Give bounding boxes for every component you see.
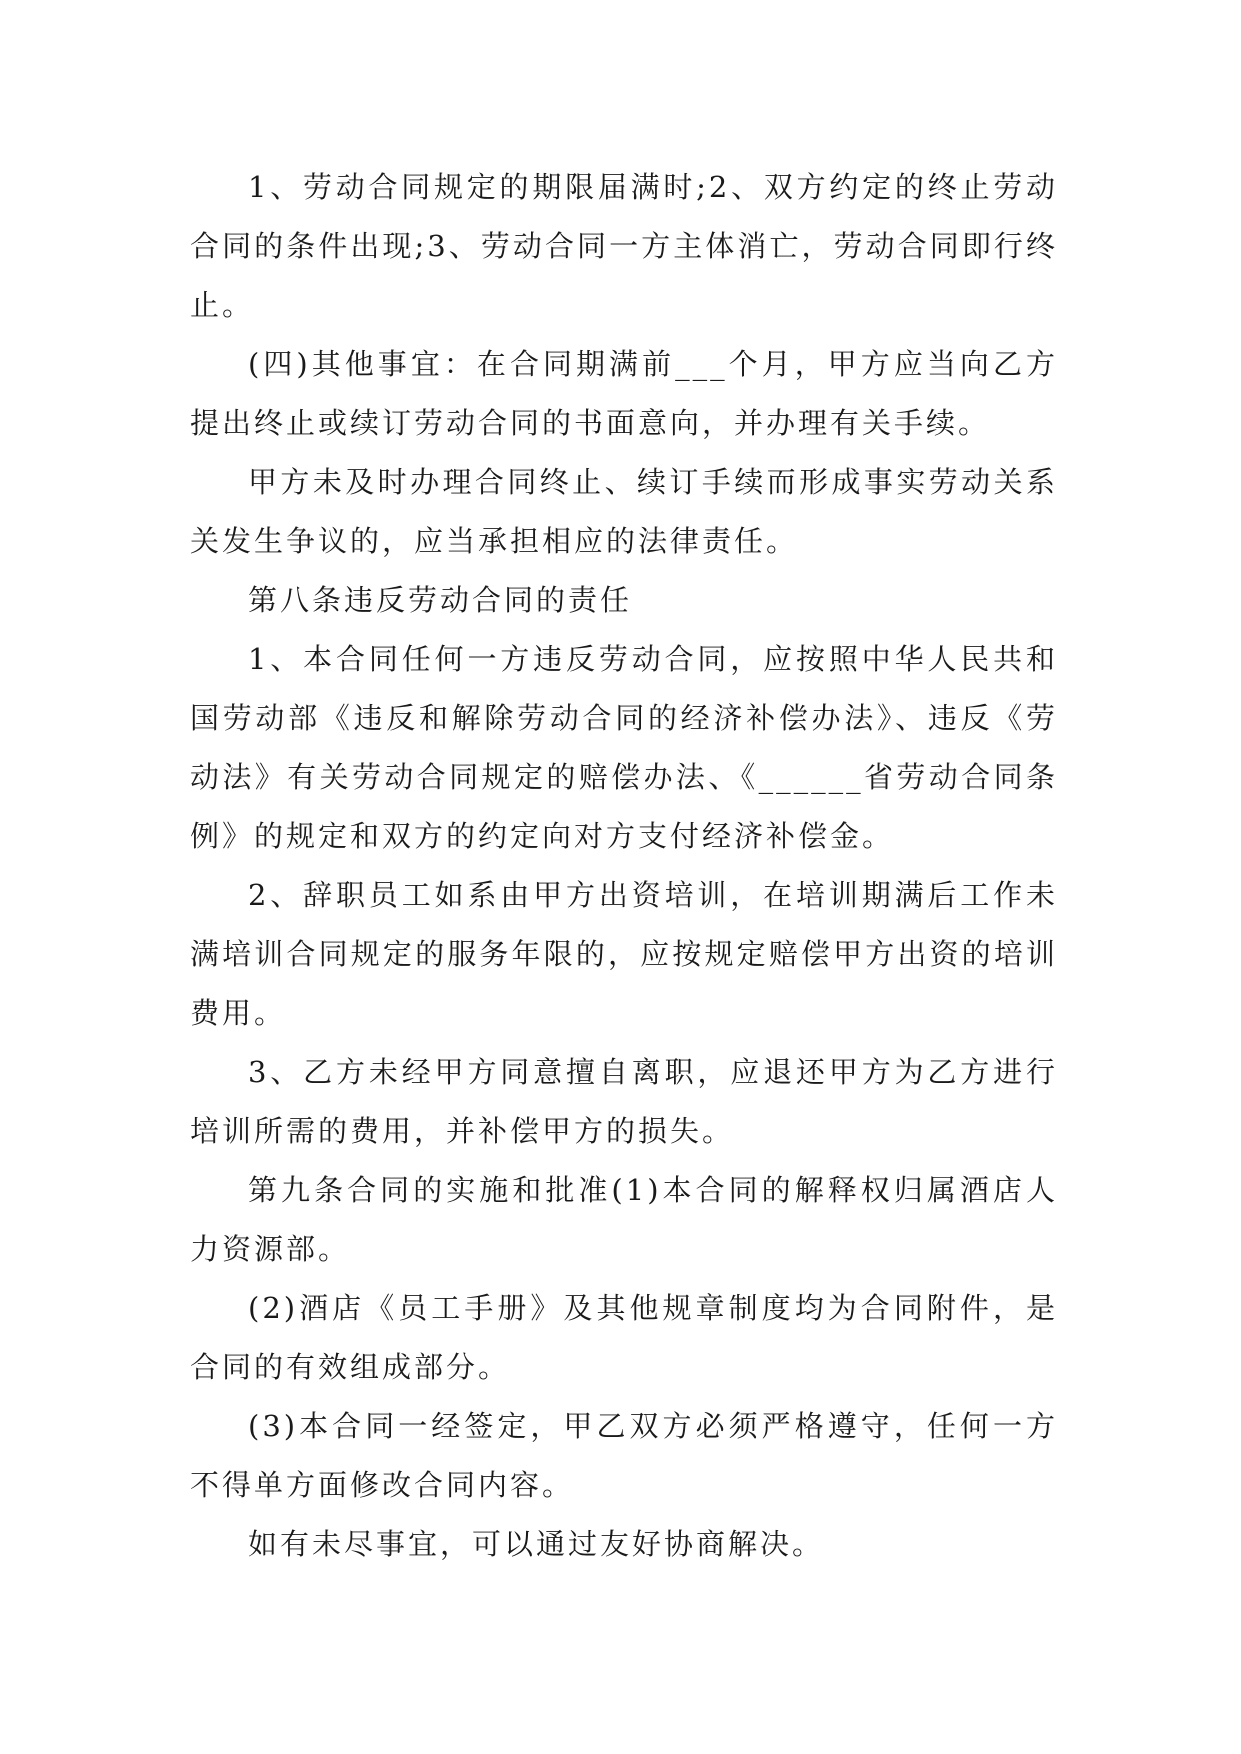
paragraph-negotiation: 如有未尽事宜，可以通过友好协商解决。 <box>248 1527 825 1561</box>
paragraph-termination-conditions: 1、劳动合同规定的期限届满时;2、双方约定的终止劳动合同的条件出现;3、劳动合同一方主体消亡，劳动合同即行终止。 <box>190 170 1058 322</box>
article-9-heading: 第九条合同的实施和批准(1)本合同的解释权归属酒店人力资源部。 <box>190 1173 1058 1266</box>
paragraph-binding-contract: (3)本合同一经签定，甲乙双方必须严格遵守，任何一方不得单方面修改合同内容。 <box>190 1409 1058 1502</box>
paragraph-training-cost: 2、辞职员工如系由甲方出资培训，在培训期满后工作未满培训合同规定的服务年限的，应按规定赔偿甲方出资的培训费用。 <box>190 878 1058 1030</box>
paragraph-breach-compensation: 1、本合同任何一方违反劳动合同，应按照中华人民共和国劳动部《违反和解除劳动合同的经济补偿办法》、违反《劳动法》有关劳动合同规定的赔偿办法、《______省劳动合同条例》的规定和双方的约定向对方支付经济补偿金。 <box>190 642 1058 853</box>
article-8-heading: 第八条违反劳动合同的责任 <box>248 583 633 617</box>
paragraph-unauthorized-resignation: 3、乙方未经甲方同意擅自离职，应退还甲方为乙方进行培训所需的费用，并补偿甲方的损失。 <box>190 1055 1058 1148</box>
paragraph-employee-handbook: (2)酒店《员工手册》及其他规章制度均为合同附件，是合同的有效组成部分。 <box>190 1291 1058 1384</box>
paragraph-legal-responsibility: 甲方未及时办理合同终止、续订手续而形成事实劳动关系关发生争议的，应当承担相应的法律责任。 <box>190 465 1058 558</box>
document-body <box>190 158 1058 1574</box>
paragraph-other-matters: (四)其他事宜：在合同期满前___个月，甲方应当向乙方提出终止或续订劳动合同的书面意向，并办理有关手续。 <box>190 347 1058 440</box>
